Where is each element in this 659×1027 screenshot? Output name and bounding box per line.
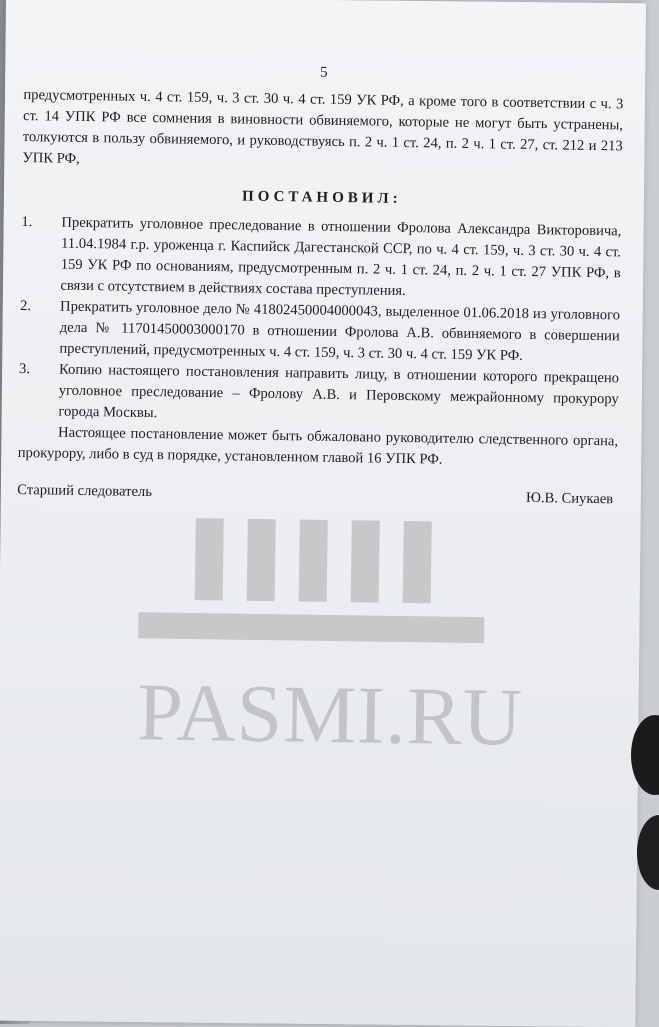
watermark-logo-bar <box>351 520 380 602</box>
list-item <box>19 296 620 368</box>
intro-paragraph: предусмотренных ч. 4 ст. 159, ч. 3 ст. 30 ч. 4 ст. 159 УК РФ, а кроме того в соответствии с ч. 3 ст. 14 УПК РФ все сомнения в виновности обвиняемого, которые не могут быть устранены, толкуются в пользу обвиняемого, и руководствуясь п. 2 ч. 1 ст. 24, п. 2 ч. 1 ст. 27, ст. 212 и 213 УПК РФ, <box>22 86 624 167</box>
document-text <box>17 58 624 510</box>
list-item-number: 3. <box>18 360 31 378</box>
signer-title: Старший следователь <box>17 481 153 501</box>
watermark-logo-bar <box>299 520 328 602</box>
list-item-text: Прекратить уголовное дело № 41802450004000043, выделенное 01.06.2018 из уголовного дела № 11701450003000170 в отношении Фролова А.В. обвиняемого в совершении преступлений, предусмотренных ч. 4 ст. 159, ч. 3 ст. 30 ч. 4 ст. 159 УК РФ. <box>59 298 621 364</box>
list-item <box>20 212 621 305</box>
list-item-text: Копию настоящего постановления направить лицу, в отношении которого прекращено уголовное преследование – Фролову А.В. и Перовскому межрайонному прокурору города Москвы. <box>58 361 620 422</box>
watermark-logo-bar <box>403 521 432 603</box>
watermark-logo-base <box>138 612 484 643</box>
watermark-logo-bar <box>247 519 276 601</box>
signer-name: Ю.В. Сиукаев <box>525 489 614 508</box>
finger-shadow <box>637 815 659 890</box>
page-number: 5 <box>319 64 328 81</box>
watermark-logo-bar <box>195 518 224 600</box>
appeal-paragraph: Настоящее постановление может быть обжаловано руководителю следственного органа, прокурору, либо в суд в порядке, установленном главой 16 УПК РФ. <box>17 424 619 468</box>
list-item <box>18 359 619 431</box>
watermark-text: PASMI.RU <box>136 666 524 763</box>
watermark <box>94 517 568 784</box>
list-item-text: Прекратить уголовное преследование в отношении Фролова Александра Викторовича, 11.04.1984 г.р. уроженца г. Каспийск Дагестанской ССР, по ч. 4 ст. 159, ч. 3 ст. 30 ч. 4 ст. 159 УК РФ по основаниям, предусмотренным п. 2 ч. 1 ст. 24, п. 2 ч. 1 ст. 27 УПК РФ, в связи с отсутствием в действиях состава преступления. <box>60 214 622 300</box>
list-item-number: 2. <box>19 297 32 315</box>
resolution-heading: ПОСТАНОВИЛ: <box>241 188 402 207</box>
list-item-number: 1. <box>21 213 33 231</box>
